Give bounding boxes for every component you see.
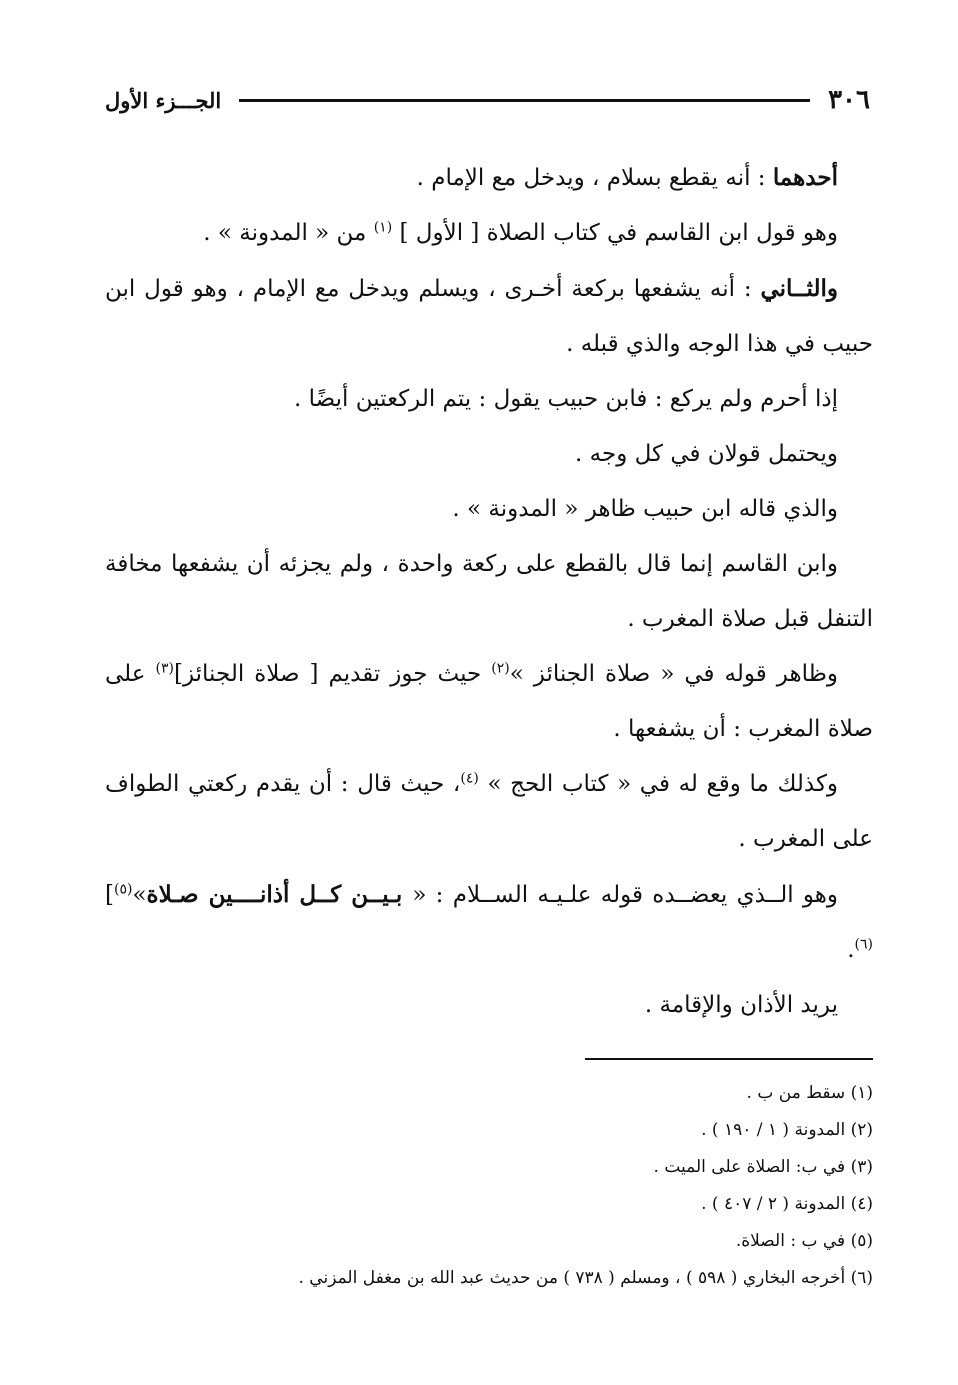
paragraph-2 (105, 206, 873, 261)
paragraph-lead: والثــاني (760, 275, 838, 302)
paragraph-text: إذا أحرم ولم يركع : فابن حبيب يقول : يتم الركعتين أيضًا . (294, 386, 838, 412)
paragraph-8 (105, 647, 873, 757)
paragraph-text-after: من « المدونة » . (203, 220, 374, 246)
paragraph-text: وهو الــذي يعضــده قوله علـيـه الســلام : « (412, 882, 839, 908)
paragraph-text: : أنه يشفعها بركعة أخـرى ، ويسلم ويدخل مع الإمام ، وهو قول ابن حبيب في هذا الوجه والذي قبله . (105, 276, 873, 357)
main-text (105, 150, 873, 1033)
paragraph-text-after: ] (105, 882, 114, 908)
footnote-separator (585, 1058, 873, 1060)
paragraph-text: وابن القاسم إنما قال بالقطع على ركعة واحدة ، ولم يجزئه أن يشفعها مخافة التنفل قبل صلاة المغرب . (105, 551, 873, 632)
footnotes (140, 1075, 873, 1297)
paragraph-6 (105, 482, 873, 537)
footnote-ref: (٢) (491, 660, 510, 677)
footnote-2: (٢) المدونة ( ١ / ١٩٠ ) . (701, 1120, 873, 1140)
paragraph-text: : أنه يقطع بسلام ، ويدخل مع الإمام . (416, 165, 766, 191)
footnote-ref: (٣) (155, 660, 174, 677)
part-title: الجـــزء الأول (105, 87, 222, 113)
footnote-ref: (٤) (460, 770, 479, 787)
paragraph-lead: أحدهما (772, 164, 838, 191)
footnote-6: (٦) أخرجه البخاري ( ٥٩٨ ) ، ومسلم ( ٧٣٨ ) من حديث عبد الله بن مغفل المزني . (298, 1268, 873, 1288)
page-header (105, 80, 870, 120)
paragraph-text-after: على صلاة المغرب : أن يشفعها . (105, 661, 873, 742)
paragraph-text: وهو قول ابن القاسم في كتاب الصلاة [ الأول ] (399, 220, 838, 246)
paragraph-text: وظاهر قوله في « صلاة الجنائز » (509, 661, 838, 687)
paragraph-10 (105, 867, 873, 978)
paragraph-11 (105, 978, 873, 1033)
paragraph-text: وكذلك ما وقع له في « كتاب الحج » (487, 771, 839, 797)
header-rule (239, 99, 810, 102)
paragraph-5 (105, 427, 873, 482)
paragraph-text: ويحتمل قولان في كل وجه . (575, 441, 838, 467)
paragraph-text: يريد الأذان والإقامة . (644, 992, 838, 1018)
paragraph-7 (105, 537, 873, 647)
footnote-1: (١) سقط من ب . (746, 1083, 873, 1103)
paragraph-4 (105, 372, 873, 427)
paragraph-text-after: حيث جوز تقديم [ صلاة الجنائز] (173, 661, 492, 687)
paragraph-1 (105, 150, 873, 206)
paragraph-end: . (847, 937, 855, 963)
paragraph-text-after: ، حيث قال : أن يقدم ركعتي الطواف على المغرب . (105, 771, 873, 852)
page-number: ٣٠٦ (828, 85, 870, 115)
hadith-quote: بـيــن كــل أذانــــين صـلاة (146, 881, 413, 908)
footnote-ref: (٦) (854, 936, 873, 953)
footnote-3: (٣) في ب: الصلاة على الميت . (653, 1157, 873, 1177)
paragraph-3 (105, 261, 873, 372)
paragraph-9 (105, 757, 873, 867)
footnote-4: (٤) المدونة ( ٢ / ٤٠٧ ) . (701, 1194, 873, 1214)
paragraph-text-after: » (132, 882, 147, 908)
footnote-ref: (١) (373, 219, 393, 236)
paragraph-text: والذي قاله ابن حبيب ظاهر « المدونة » . (452, 496, 838, 522)
footnote-ref: (٥) (113, 881, 133, 898)
footnote-5: (٥) في ب : الصلاة. (735, 1231, 873, 1251)
